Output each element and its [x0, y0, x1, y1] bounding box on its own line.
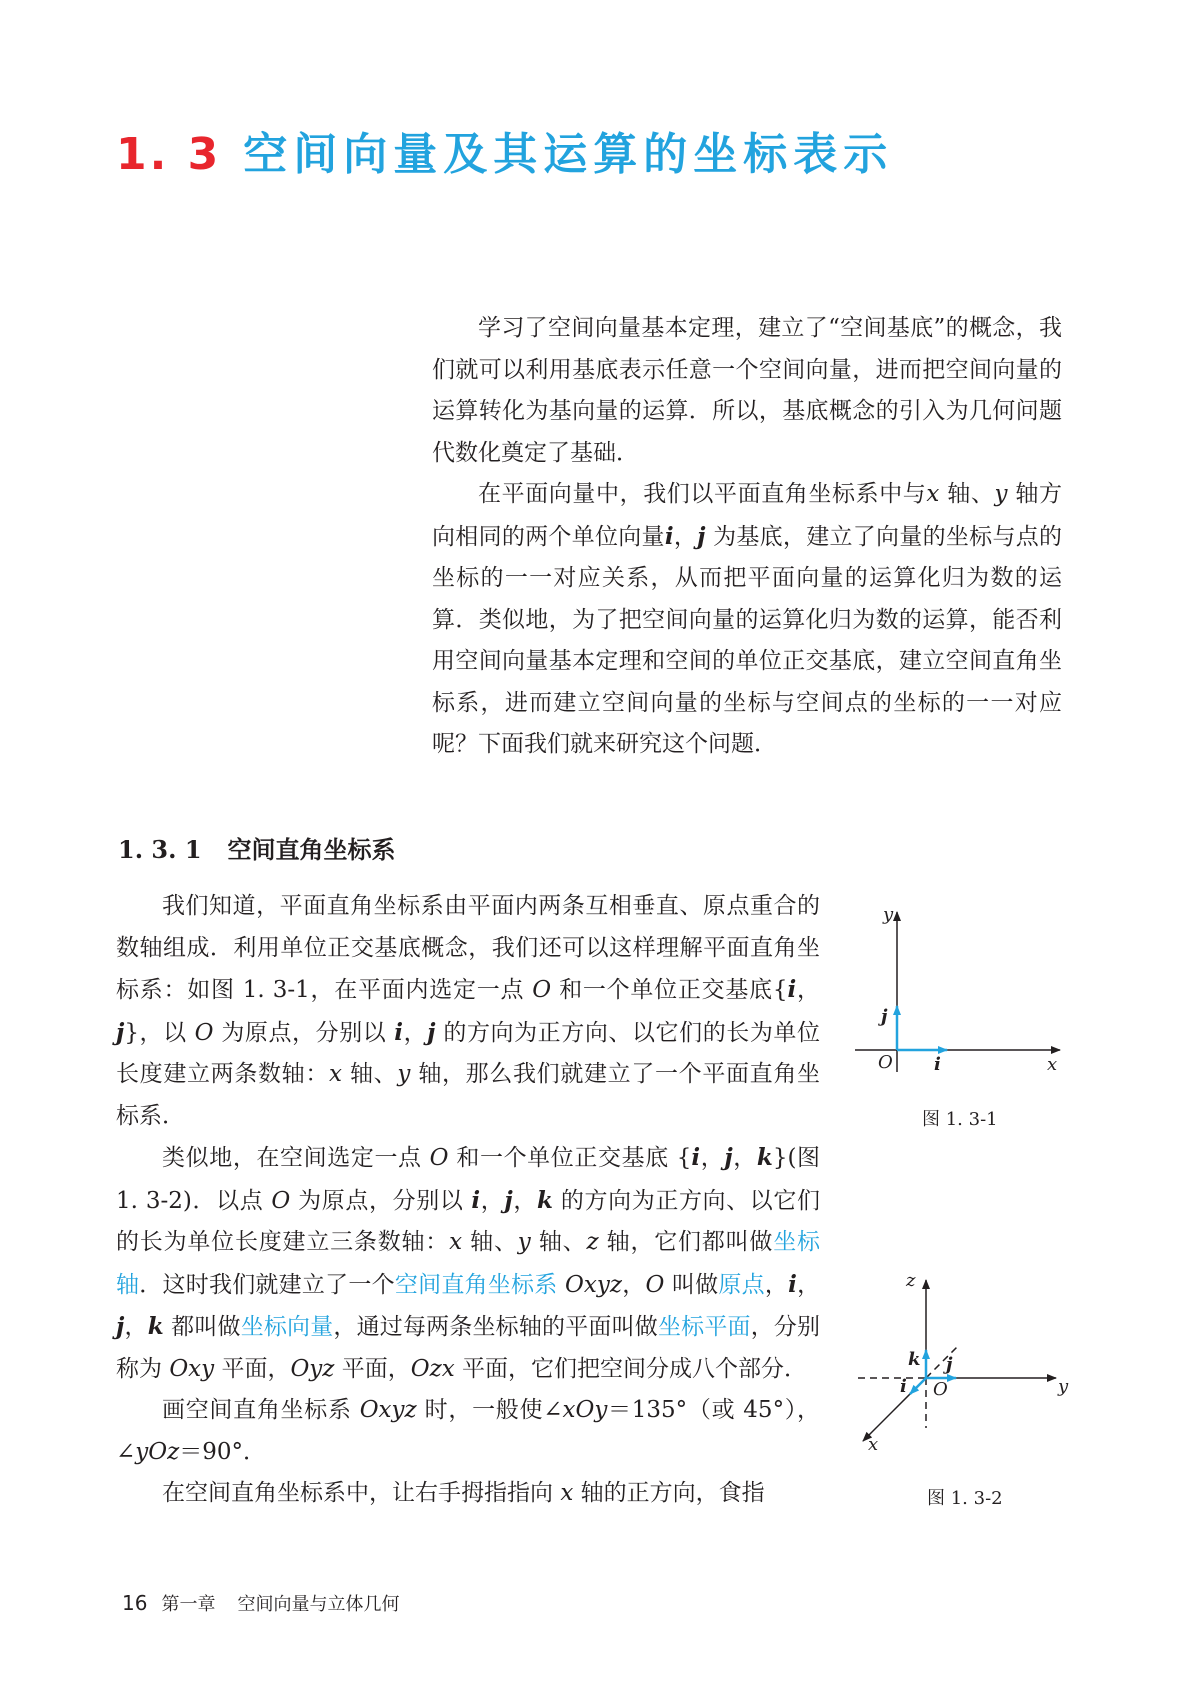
- label-i: i: [934, 1054, 941, 1075]
- label-k: k: [908, 1349, 921, 1370]
- label-origin-3d: O: [933, 1379, 948, 1400]
- intro-text: [432, 308, 1062, 766]
- label-j: j: [881, 1006, 888, 1027]
- label-y: y: [883, 904, 894, 925]
- subsection-title: [118, 830, 396, 865]
- term-origin: 原点: [718, 1271, 765, 1298]
- body-paragraph-2: 类似地，在空间选定一点 O 和一个单位正交基底 {i，j，k}(图 1. 3-2)．以点 O 为原点，分别以 i，j，k 的方向为正方向、以它们的长为单位长度建立三条数轴：x 轴、y 轴、z 轴，它们都叫做坐标轴．这时我们就建立了一个空间直角坐标系 Oxyz，O 叫做原点，i，j，k 都叫做坐标向量，通过每两条坐标轴的平面叫做坐标平面，分别称为 Oxy 平面，Oyz 平面，Ozx 平面，它们把空间分成八个部分．: [116, 1144, 821, 1382]
- term-space-rectangular-coordinate-system: 空间直角坐标系: [394, 1271, 558, 1298]
- title-number: 1. 3: [116, 129, 222, 180]
- vector-i-3d: [910, 1378, 926, 1394]
- label-y-3d: y: [1058, 1376, 1069, 1397]
- term-coordinate-vector: 坐标向量: [240, 1314, 334, 1340]
- chapter-section-title: [116, 118, 893, 182]
- label-origin: O: [878, 1052, 893, 1073]
- subsection-heading: 空间直角坐标系: [227, 836, 396, 864]
- label-j-3d: j: [946, 1354, 953, 1375]
- intro-paragraph-2: 在平面向量中，我们以平面直角坐标系中与x 轴、y 轴方向相同的两个单位向量i，j 为基底，建立了向量的坐标与点的坐标的一一对应关系，从而把平面向量的运算化归为数的运算．类似地，为了把空间向量的运算化归为数的运算，能否利用空间向量基本定理和空间的单位正交基底，建立空间直角坐标系，进而建立空间向量的坐标与空间点的坐标的一一对应呢？下面我们就来研究这个问题．: [432, 481, 1063, 757]
- x-axis-negative: [926, 1346, 958, 1378]
- figure-plane-coordinate-system: [855, 900, 1075, 1075]
- label-x-3d: x: [868, 1434, 879, 1450]
- intro-paragraph-1: 学习了空间向量基本定理，建立了“空间基底”的概念，我们就可以利用基底表示任意一个空间向量，进而把空间向量的运算转化为基向量的运算．所以，基底概念的引入为几何问题代数化奠定了基础．: [432, 315, 1062, 466]
- label-i-3d: i: [900, 1376, 907, 1397]
- subsection-number: 1. 3. 1: [118, 835, 202, 864]
- main-text: [116, 886, 820, 1515]
- figure-space-coordinate-system: [858, 1270, 1073, 1450]
- page-number: 16: [122, 1591, 148, 1615]
- label-x: x: [1047, 1054, 1058, 1075]
- title-text: 空间向量及其运算的坐标表示: [243, 129, 894, 180]
- term-coordinate-plane: 坐标平面: [657, 1314, 751, 1340]
- body-paragraph-1: 我们知道，平面直角坐标系由平面内两条互相垂直、原点重合的数轴组成．利用单位正交基底概念，我们还可以这样理解平面直角坐标系：如图 1. 3-1，在平面内选定一点 O 和一个单位正交基底{i，j}，以 O 为原点，分别以 i，j 的方向为正方向、以它们的长为单位长度建立两条数轴：x 轴、y 轴，那么我们就建立了一个平面直角坐标系．: [116, 893, 821, 1129]
- term-coordinate-axis: 坐标轴: [116, 1229, 821, 1298]
- chapter-label: 第一章: [161, 1594, 216, 1615]
- label-z: z: [906, 1270, 916, 1291]
- figure-2-caption: 图 1. 3-2: [927, 1488, 1003, 1509]
- book-title: 空间向量与立体几何: [237, 1594, 400, 1615]
- body-paragraph-3: 画空间直角坐标系 Oxyz 时，一般使∠xOy＝135°（或 45°），∠yOz＝90°．: [116, 1397, 820, 1465]
- page-footer: [122, 1590, 399, 1616]
- figure-1-caption: 图 1. 3-1: [922, 1109, 998, 1130]
- body-paragraph-4: 在空间直角坐标系中，让右手拇指指向 x 轴的正方向，食指: [162, 1480, 765, 1506]
